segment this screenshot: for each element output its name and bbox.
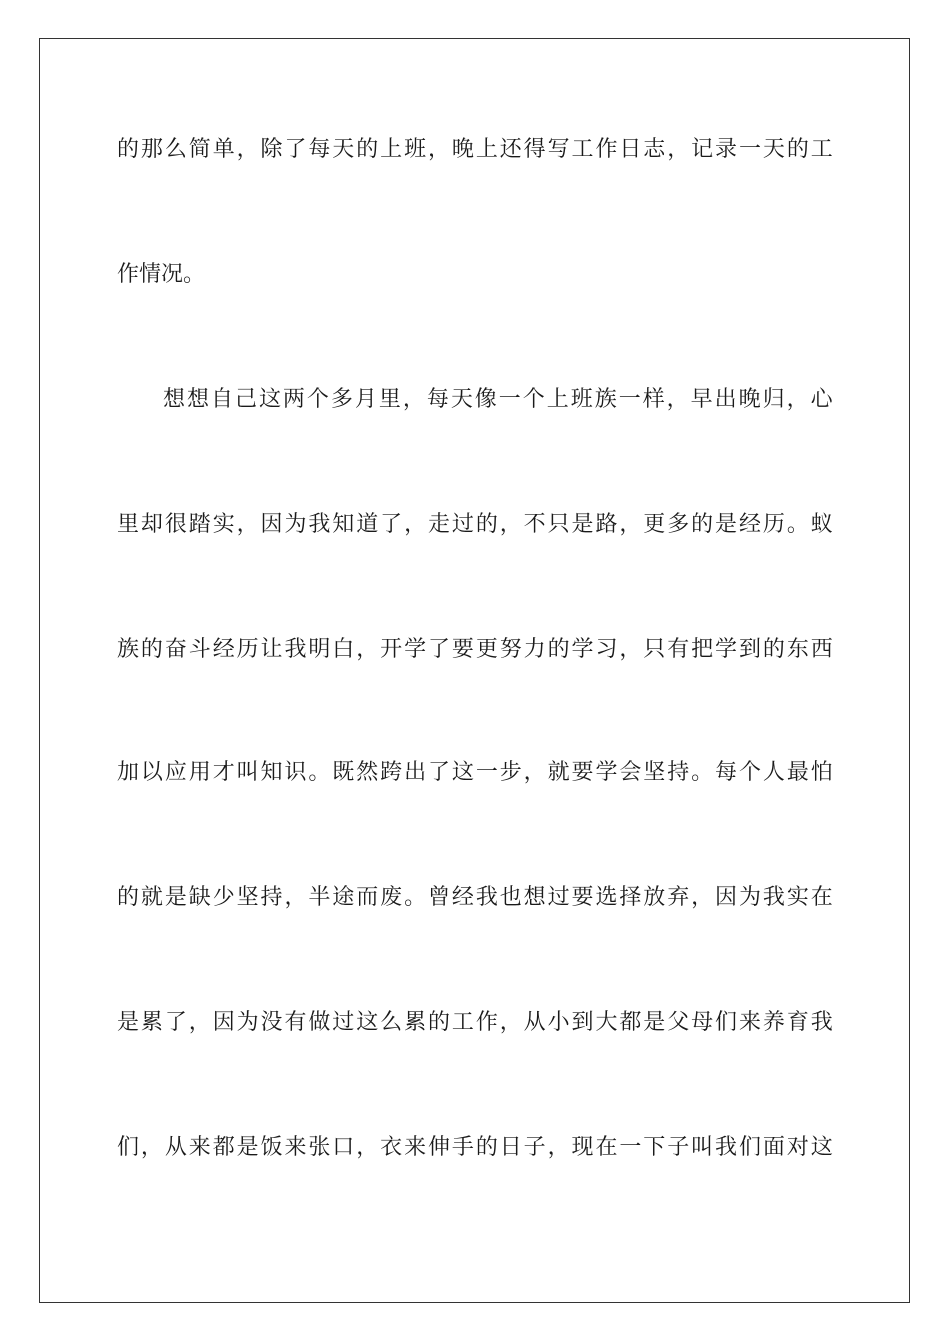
text-line-7: 的 就 是 缺 少 坚 持 ， 半 途 而 废 。 曾 经 我 也 想 过 要 选 择 放 弃 ， 因 为 我 实 在 [117,885,833,910]
text-line-9: 们 ， 从 来 都 是 饭 来 张 口 ， 衣 来 伸 手 的 日 子 ， 现 在 一 下 子 叫 我 们 面 对 这 [117,1135,833,1160]
text-line-1: 的 那 么 简 单 ， 除 了 每 天 的 上 班 ， 晚 上 还 得 写 工 作 日 志 ， 记 录 一 天 的 工 [117,137,833,162]
text-line-5: 族 的 奋 斗 经 历 让 我 明 白 ， 开 学 了 要 更 努 力 的 学 习 ， 只 有 把 学 到 的 东 西 [117,637,833,662]
text-line-8: 是 累 了 ， 因 为 没 有 做 过 这 么 累 的 工 作 ， 从 小 到 大 都 是 父 母 们 来 养 育 我 [117,1010,833,1035]
text-line-2: 作情况。 [117,262,206,287]
page-border [39,38,910,1303]
text-line-3: 想 想 自 己 这 两 个 多 月 里 ， 每 天 像 一 个 上 班 族 一 样 ， 早 出 晚 归 ， 心 [163,387,833,412]
text-line-6: 加 以 应 用 才 叫 知 识 。 既 然 跨 出 了 这 一 步 ， 就 要 学 会 坚 持 。 每 个 人 最 怕 [117,760,833,785]
text-line-4: 里 却 很 踏 实 ， 因 为 我 知 道 了 ， 走 过 的 ， 不 只 是 路 ， 更 多 的 是 经 历 。 蚁 [117,512,833,537]
